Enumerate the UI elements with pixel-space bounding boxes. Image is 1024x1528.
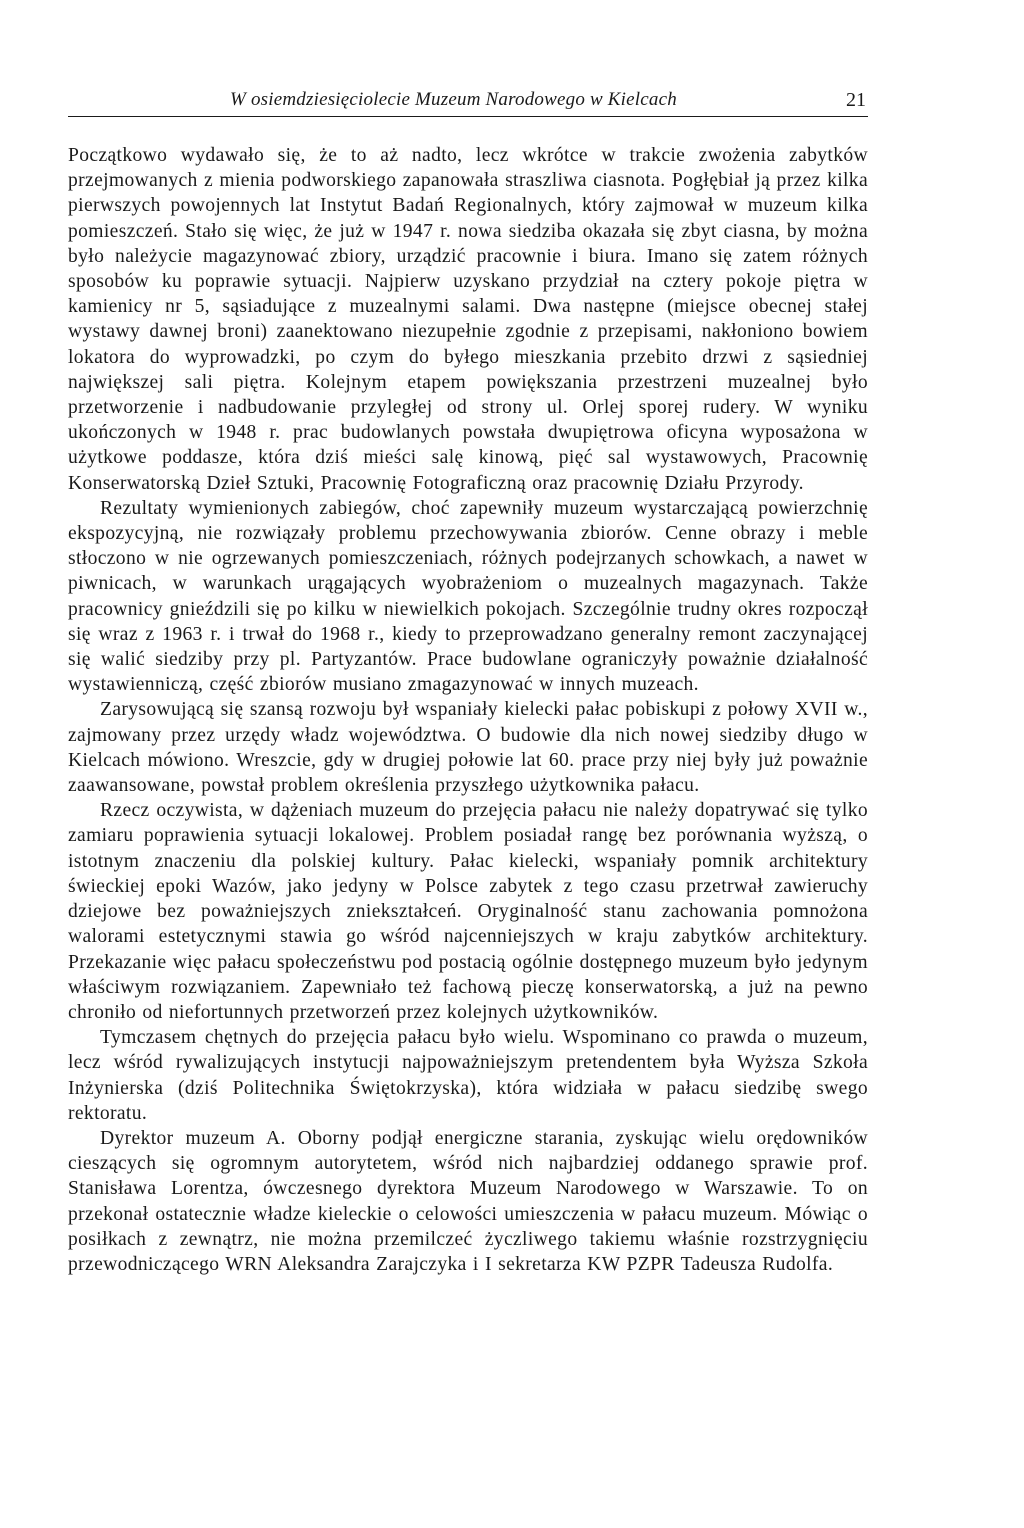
running-title: W osiemdziesięciolecie Muzeum Narodowego w Kielcach — [230, 89, 677, 110]
paragraph: Tymczasem chętnych do przejęcia pałacu było wielu. Wspominano co prawda o muzeum, lecz wśród rywalizujących instytucji najpoważniejszym pretendentem była Wyższa Szkoła Inżynierska (dziś Politechnika Świętokrzyska), która widziała w pałacu siedzibę swego rektoratu. — [68, 1027, 868, 1124]
paragraph: Rzecz oczywista, w dążeniach muzeum do przejęcia pałacu nie należy dopatrywać się tylko zamiaru poprawienia sytuacji lokalowej. Problem posiadał rangę bez porównania wyższą, o istotnym znaczeniu dla polskiej kultury. Pałac kielecki, wspaniały pomnik architektury świeckiej epoki Wazów, jako jedyny w Polsce zabytek z tego czasu przetrwał zawieruchy dziejowe bez poważniejszych zniekształceń. Oryginalność stanu zachowania pomnożona walorami estetycznymi stawia go wśród najcenniejszych w kraju zabytków architektury. Przekazanie więc pałacu społeczeństwu pod postacią ogólnie dostępnego muzeum było jedynym właściwym rozwiązaniem. Zapewniało też fachową pieczę konserwatorską, a już na pewno chroniło od niefortunnych przetworzeń przez kolejnych użytkowników. — [68, 800, 868, 1023]
paragraph: Zarysowującą się szansą rozwoju był wspaniały kielecki pałac pobiskupi z połowy XVII w., zajmowany przez urzędy władz województwa. O budowie dla nich nowej siedziby długo w Kielcach mówiono. Wreszcie, gdy w drugiej połowie lat 60. prace przy niej były już poważnie zaawansowane, powstał problem określenia przyszłego użytkownika pałacu. — [68, 699, 868, 797]
document-page — [68, 88, 868, 1277]
page-number: 21 — [846, 89, 866, 111]
paragraph: Rezultaty wymienionych zabiegów, choć zapewniły muzeum wystarczającą powierzchnię ekspozycyjną, nie rozwiązały problemu przechowywania zbiorów. Cenne obrazy i meble stłoczono w nie ogrzewanych pomieszczeniach, różnych podejrzanych schowkach, a nawet w piwnicach, w warunkach urągających wyobrażeniom o muzealnych magazynach. Także pracownicy gnieździli się po kilku w niewielkich pokojach. Szczególnie trudny okres rozpoczął się wraz z 1963 r. i trwał do 1968 r., kiedy to przeprowadzano generalny remont zaczynającej się walić siedziby przy pl. Partyzantów. Prace budowlane ograniczyły poważnie działalność wystawienniczą, część zbiorów musiano zmagazynować w innych muzeach. — [68, 497, 868, 696]
paragraph: Dyrektor muzeum A. Oborny podjął energiczne starania, zyskując wielu orędowników cieszących się ogromnym autorytetem, wśród nich najbardziej oddanego sprawie prof. Stanisława Lorentza, ówczesnego dyrektora Muzeum Narodowego w Warszawie. To on przekonał ostatecznie władze kieleckie o celowości umieszczenia w pałacu muzeum. Mówiąc o posiłkach z zewnątrz, nie można przemilczeć życzliwego takiemu właśnie rozstrzygnięciu przewodniczącego WRN Aleksandra Zarajczyka i I sekretarza KW PZPR Tadeusza Rudolfa. — [68, 1127, 868, 1275]
running-header — [68, 88, 868, 117]
body-text — [68, 143, 868, 1277]
paragraph: Początkowo wydawało się, że to aż nadto, lecz wkrótce w trakcie zwożenia zabytków przejmowanych z mienia podworskiego zapanowała straszliwa ciasnota. Pogłębiał ją przez kilka pierwszych powojennych lat Instytut Badań Regionalnych, który zajmował w muzeum kilka pomieszczeń. Stało się więc, że już w 1947 r. nowa siedziba okazała się zbyt ciasna, by można było należycie magazynować zbiory, urządzić pracownie i biura. Imano się zatem różnych sposobów ku poprawie sytuacji. Najpierw uzyskano przydział na cztery pokoje piętra w kamienicy nr 5, sąsiadujące z muzealnymi salami. Dwa następne (miejsce obecnej stałej wystawy dawnej broni) zaanektowano niezupełnie zgodnie z przepisami, nakłoniono bowiem lokatora do wyprowadzki, po czym do byłego mieszkania przebito drzwi z sąsiedniej największej sali piętra. Kolejnym etapem powiększania przestrzeni muzealnej było przetworzenie i nadbudowanie przyległej od strony ul. Orlej sporej rudery. W wyniku ukończonych w 1948 r. prac budowlanych powstała dwupiętrowa oficyna wyposażona w użytkowe poddasze, która dziś mieści salę kinową, pięć sal wystawowych, Pracownię Konserwatorską Dzieł Sztuki, Pracownię Fotograficzną oraz pracownię Działu Przyrody. — [68, 145, 868, 494]
